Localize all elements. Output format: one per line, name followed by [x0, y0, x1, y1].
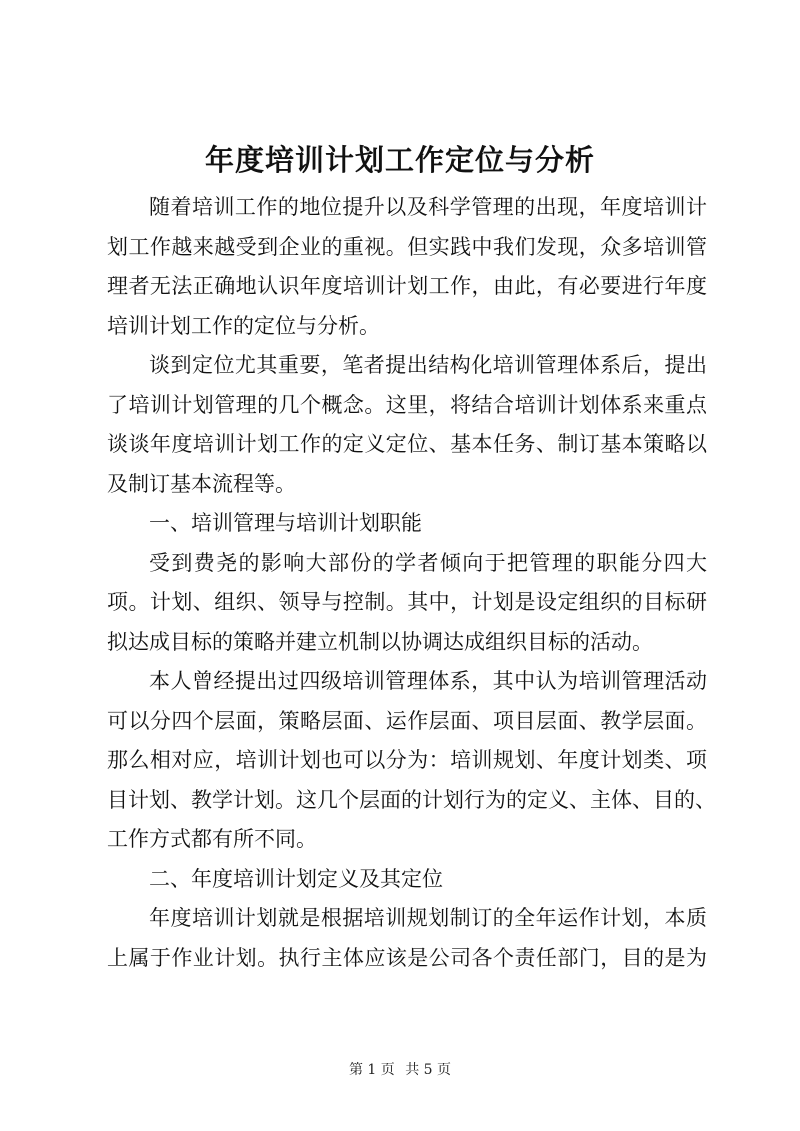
paragraph-line: 工作方式都有所不同。	[107, 827, 317, 851]
paragraph-line: 那么相对应，培训计划也可以分为：培训规划、年度计划类、项	[107, 748, 707, 772]
section-heading: 二、年度培训计划定义及其定位	[149, 866, 443, 891]
section-heading: 一、培训管理与培训计划职能	[149, 511, 422, 535]
paragraph-line: 可以分四个层面，策略层面、运作层面、项目层面、教学层面。	[107, 708, 707, 733]
paragraph-line: 年度培训计划就是根据培训规划制订的全年运作计划，本质	[149, 906, 707, 930]
paragraph-line: 受到费尧的影响大部份的学者倾向于把管理的职能分四大	[149, 550, 707, 575]
document-body	[107, 188, 716, 978]
paragraph-line: 本人曾经提出过四级培训管理体系，其中认为培训管理活动	[149, 669, 707, 693]
paragraph-line: 目计划、教学计划。这几个层面的计划行为的定义、主体、目的、	[107, 787, 716, 812]
page-footer	[0, 1060, 800, 1080]
paragraph-line: 拟达成目标的策略并建立机制以协调达成组织目标的活动。	[107, 629, 653, 654]
page-total: 共 5 页	[405, 1062, 452, 1078]
document-title: 年度培训计划工作定位与分析	[204, 143, 595, 177]
paragraph-line: 了培训计划管理的几个概念。这里，将结合培训计划体系来重点	[107, 392, 707, 417]
paragraph-line: 谈谈年度培训计划工作的定义定位、基本任务、制订基本策略以	[107, 432, 707, 456]
paragraph-line: 随着培训工作的地位提升以及科学管理的出现，年度培训计	[149, 195, 707, 219]
paragraph-line: 理者无法正确地认识年度培训计划工作，由此，有必要进行年度	[107, 274, 707, 298]
paragraph-line: 项。计划、组织、领导与控制。其中，计划是设定组织的目标研	[107, 590, 707, 614]
paragraph-line: 划工作越来越受到企业的重视。但实践中我们发现，众多培训管	[107, 234, 707, 259]
paragraph-line: 谈到定位尤其重要，笔者提出结构化培训管理体系后，提出	[149, 353, 707, 377]
paragraph-line: 及制订基本流程等。	[107, 471, 296, 496]
paragraph-line: 培训计划工作的定位与分析。	[107, 313, 380, 338]
page-number: 第 1 页	[348, 1062, 395, 1078]
paragraph-line: 上属于作业计划。执行主体应该是公司各个责任部门，目的是为	[107, 945, 707, 970]
